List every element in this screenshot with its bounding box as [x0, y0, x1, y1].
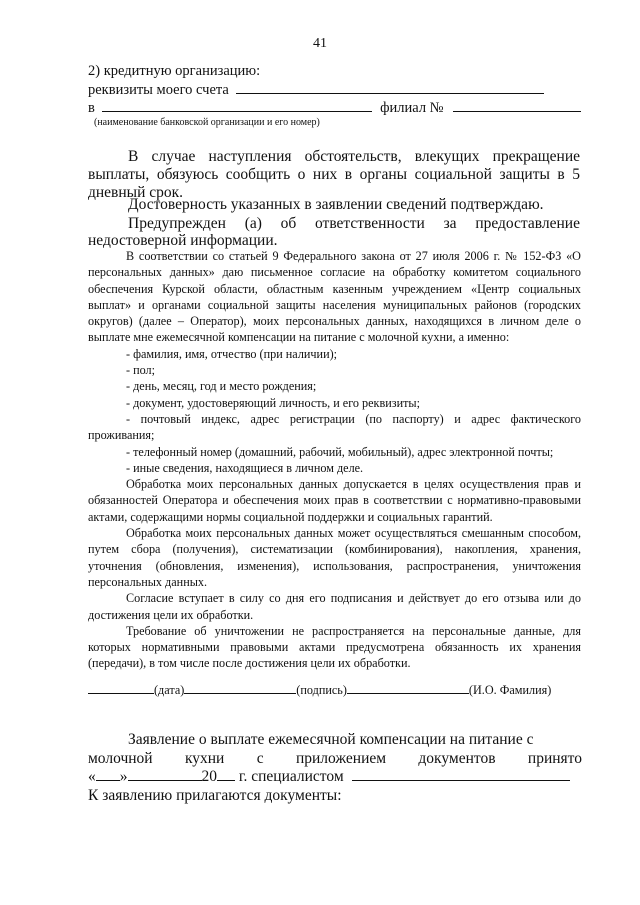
signature-field[interactable]	[184, 682, 296, 694]
consent-block	[88, 248, 581, 672]
receipt-word: приложением	[295, 750, 387, 767]
consent-item: - почтовый индекс, адрес регистрации (по паспорту) и адрес фактического проживания;	[88, 411, 581, 443]
bank-name-row	[88, 98, 581, 118]
confirmation-text: Достоверность указанных в заявлении сведений подтверждаю.	[128, 196, 544, 213]
consent-item: - иные сведения, находящиеся в личном деле.	[126, 460, 364, 475]
consent-validity: Согласие вступает в силу со дня его подписания и действует до его отзыва или до достижения цели их обработки.	[88, 591, 581, 622]
receipt-word: принято	[527, 750, 582, 767]
consent-exception: Требование об уничтожении не распространяется на персональные данные, для которых нормативными правовыми актами предусмотрена обязанность их хранения (передачи), в том числе после достижения цели их обработки.	[88, 623, 581, 671]
year-field[interactable]	[217, 767, 235, 781]
receipt-line-1: Заявление о выплате ежемесячной компенсации на питание с	[128, 731, 534, 748]
receipt-word: кухни	[184, 750, 225, 767]
branch-number-field[interactable]	[453, 98, 581, 112]
branch-label: филиал №	[380, 100, 444, 116]
account-details-row	[88, 80, 544, 100]
date-field[interactable]	[88, 682, 154, 694]
obligation-paragraph	[88, 148, 580, 202]
receipt-line-2	[88, 749, 582, 768]
close-quote: »	[119, 768, 128, 785]
open-quote: «	[88, 768, 96, 785]
attached-documents-heading: К заявлению прилагаются документы:	[88, 787, 342, 804]
warning-word: Предупрежден	[128, 215, 226, 232]
bank-name-field[interactable]	[102, 98, 372, 112]
full-name-field[interactable]	[347, 682, 469, 694]
signature-row	[88, 682, 551, 698]
receipt-word: молочной	[88, 750, 153, 767]
day-field[interactable]	[96, 767, 120, 781]
date-label: (дата)	[154, 683, 185, 697]
consent-item: - документ, удостоверяющий личность, и его реквизиты;	[126, 395, 420, 410]
warning-word: ответственности	[315, 215, 425, 232]
consent-item: - день, месяц, год и место рождения;	[126, 379, 317, 394]
warning-word: (а)	[244, 215, 262, 232]
confirmation-paragraph	[88, 195, 580, 214]
warning-word: предоставление	[475, 215, 580, 232]
warning-word: за	[443, 215, 457, 232]
bank-in-label: в	[88, 100, 95, 116]
month-field[interactable]	[128, 767, 202, 781]
consent-intro: В соответствии со статьей 9 Федерального закона от 27 июля 2006 г. № 152-ФЗ «О персональных данных» даю письменное согласие на обработку комитетом социального обеспечения Курской области, областным казенным учреждением «Центр социальных выплат» и органами социальной защиты населения муниципальных районов (городских округов) (далее – Оператор), моих персональных данных, находящихся в личном деле о выплате мне ежемесячной компенсации на питание с молочной кухни, а именно:	[88, 249, 581, 345]
warning-end: недостоверной информации.	[88, 232, 278, 249]
specialist-label: г. специалистом	[238, 768, 344, 785]
receipt-word: с	[256, 750, 264, 767]
year-prefix: 20	[201, 768, 217, 785]
account-details-label: реквизиты моего счета	[88, 82, 229, 98]
receipt-word: документов	[418, 750, 496, 767]
signature-label: (подпись)	[296, 683, 347, 697]
consent-item: - фамилия, имя, отчество (при наличии);	[126, 346, 338, 361]
bank-caption: (наименование банковской организации и его номер)	[94, 117, 320, 128]
obligation-text: В случае наступления обстоятельств, влекущих прекращение выплаты, обязуюсь сообщить о них в органы социальной защиты в 5 дневный срок.	[88, 148, 580, 201]
consent-item: - пол;	[126, 363, 156, 378]
specialist-field[interactable]	[352, 767, 570, 781]
consent-item: - телефонный номер (домашний, рабочий, мобильный), адрес электронной почты;	[126, 444, 554, 459]
consent-methods: Обработка моих персональных данных может осуществляться смешанным способом, путем сбора (получения), систематизации (комбинирования), накопления, хранения, уточнения (обновления, изменения), использования, распространения, уничтожения персональных данных.	[88, 526, 581, 589]
account-details-field[interactable]	[236, 80, 544, 94]
bank-item-heading: 2) кредитную организацию:	[88, 63, 261, 79]
page-number: 41	[313, 36, 327, 51]
receipt-date-row	[88, 767, 582, 786]
warning-word: об	[280, 215, 297, 232]
full-name-label: (И.О. Фамилия)	[468, 683, 552, 697]
consent-purpose: Обработка моих персональных данных допускается в целях осуществления прав и обязанностей Оператора и обеспечения моих прав в соответствии с нормативно-правовыми актами, содержащими нормы социальной поддержки и социальных гарантий.	[88, 477, 581, 524]
